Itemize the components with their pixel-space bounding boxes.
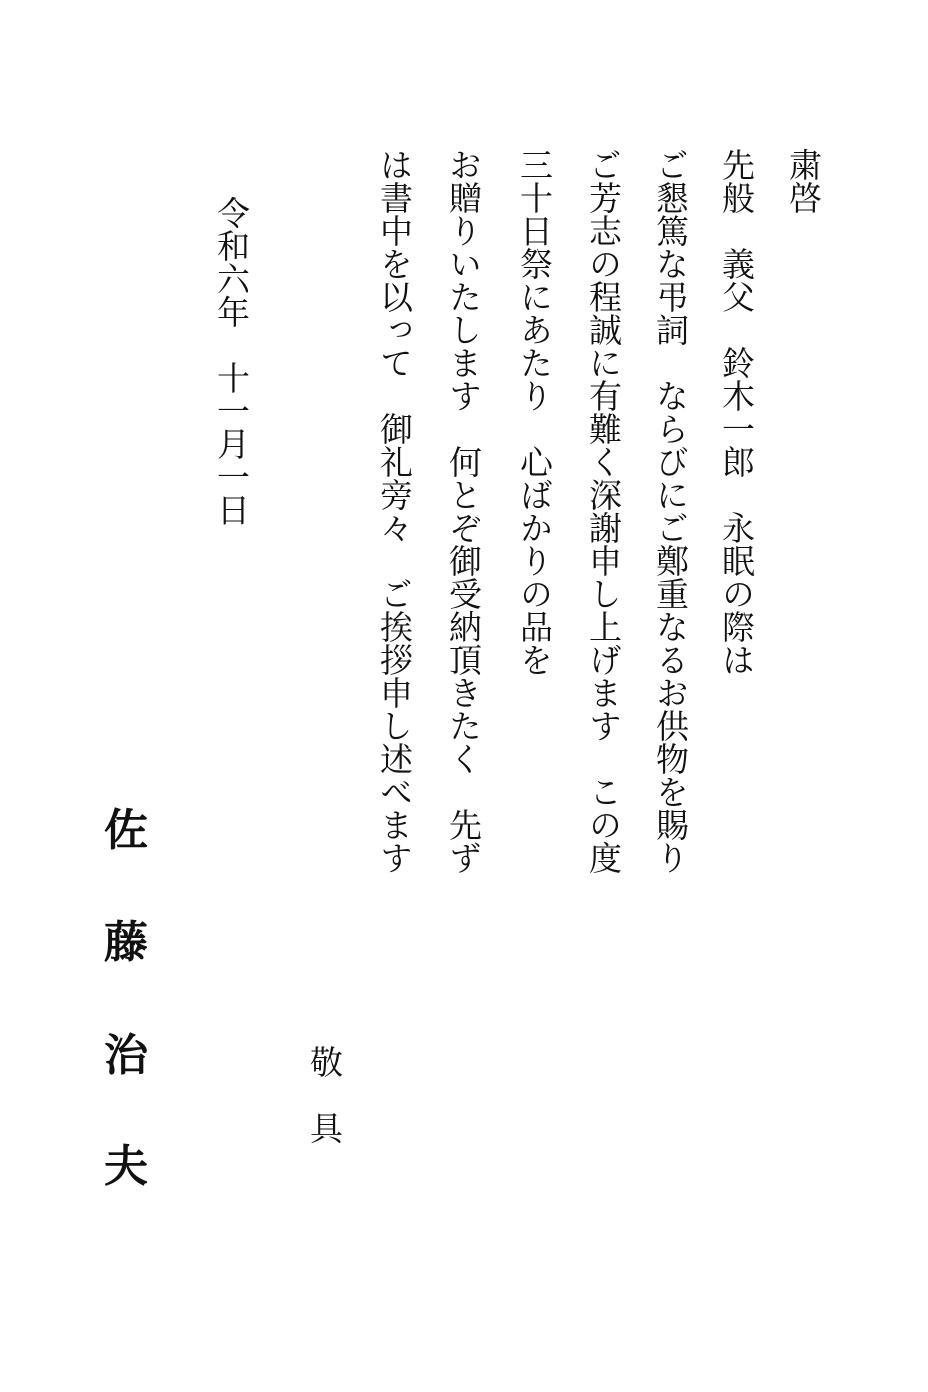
letter-line-5: 三十日祭にあたり 心ばかりの品を — [515, 148, 554, 676]
letter-line-2: 先般 義父 鈴木一郎 永眠の際は — [717, 148, 756, 676]
letter-line-7: は書中を以って 御礼旁々 ご挨拶申し述べます — [375, 148, 414, 874]
letter-line-4: ご芳志の程誠に有難く深謝申し上げます この度 — [584, 148, 623, 874]
letter-date: 令和六年 十一月一日 — [212, 196, 251, 526]
closing-phrase: 敬 具 — [305, 1045, 344, 1144]
sender-name-char-2: 藤 — [104, 917, 148, 968]
sender-name-char-1: 佐 — [104, 805, 148, 856]
letter-line-3: ご懇篤な弔詞 ならびにご鄭重なるお供物を賜り — [651, 148, 690, 874]
sender-name-char-4: 夫 — [104, 1141, 148, 1192]
sender-name-char-3: 治 — [104, 1030, 148, 1081]
letter-line-1: 粛啓 — [784, 148, 823, 214]
letter-line-6: お贈りいたします 何とぞ御受納頂きたく 先ず — [444, 148, 483, 874]
